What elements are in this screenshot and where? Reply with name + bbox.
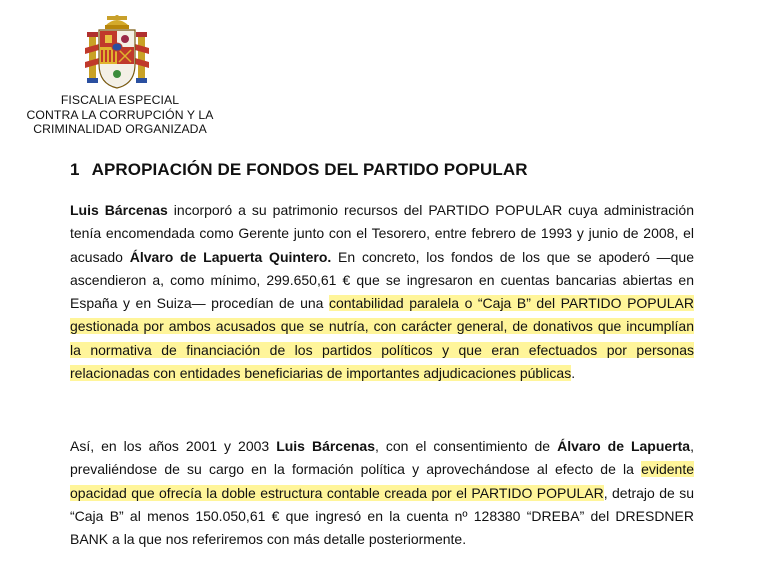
paragraph-text: , prevaliéndose de su cargo en la formación política y aprovechándose al efecto de la [70,438,694,478]
highlighted-text: contabilidad paralela o “Caja B” del PARTIDO POPULAR gestionada por ambos acusados que se nutría, con carácter general, de donativos que incumplían la normativa de financiación de los partidos políticos y que eran efectuados por personas relacionadas con entidades beneficiarias de importantes adjudicaciones públicas [70,295,694,382]
paragraph-text: , detrajo de su “Caja B” al menos 150.050,61 € que ingresó en la cuenta nº 128380 “DREBA” del DRESDNER BANK a la que nos referiremos con más detalle posteriormente. [70,484,694,548]
spain-coat-of-arms-icon [85,14,149,94]
highlighted-text: evidente opacidad que ofrecía la doble estructura contable creada por el PARTIDO POPULAR [70,461,694,501]
paragraph-text: En concreto, los fondos de los que se apoderó —que ascendieron a, como mínimo, 299.650,61 € que se ingresaron en cuentas bancarias abiertas en España y en Suiza— procedían de una [70,248,694,312]
paragraph-text: incorporó a su patrimonio recursos del PARTIDO POPULAR cuya administración tenía encomendada como Gerente junto con el Tesorero, entre febrero de 1993 y junio de 2008, el acusado [70,202,694,265]
paragraph-text: , con el consentimiento de [375,438,558,454]
letterhead [0,0,240,140]
bold-name: Luis Bárcenas [276,438,376,454]
bold-accused: Álvaro de Lapuerta Quintero. [129,248,332,265]
paragraph-text: Así, en los años 2001 y 2003 [70,438,277,454]
section-number: 1 [70,160,80,179]
section-heading [70,160,528,180]
paragraph-1 [70,199,694,385]
bold-name: Luis Bárcenas [70,202,168,218]
paragraph-2 [70,435,694,551]
agency-line: CONTRA LA CORRUPCIÓN Y LA [26,107,214,122]
agency-name [0,93,240,137]
section-title: APROPIACIÓN DE FONDOS DEL PARTIDO POPULAR [91,160,528,179]
agency-line: FISCALIA ESPECIAL [60,93,180,107]
agency-line: CRIMINALIDAD ORGANIZADA [33,122,207,136]
paragraph-text: . [571,365,576,382]
bold-accused: Álvaro de Lapuerta [557,438,691,454]
